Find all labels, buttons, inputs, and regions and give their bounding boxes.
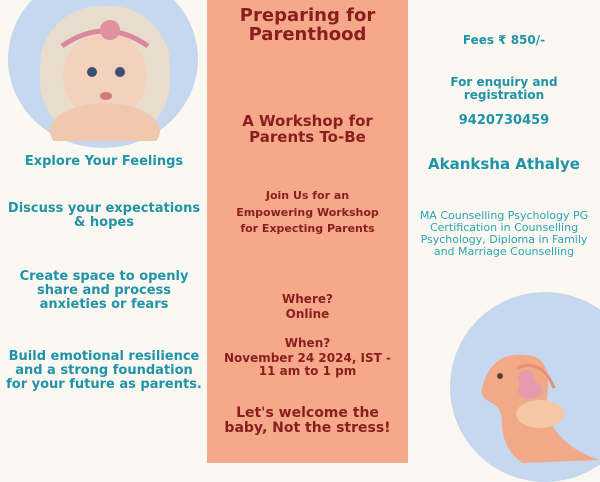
tagline-text: Let's welcome the baby, Not the stress!	[224, 405, 391, 437]
workshop-title: Preparing for Parenthood	[239, 5, 376, 46]
build-resilience-text: Build emotional resilience and a strong foundation for your future as parents.	[6, 349, 202, 393]
where-value: Online	[285, 307, 330, 321]
phone-number[interactable]: 9420730459	[458, 113, 550, 128]
discuss-expectations-text: Discuss your expectations & hopes	[7, 201, 201, 231]
right-panel	[408, 0, 600, 463]
when-label: When?	[284, 336, 331, 350]
workshop-subtitle: A Workshop for Parents To-Be	[242, 112, 373, 147]
facilitator-credentials: MA Counselling Psychology PG Certification in Counselling Psychology, Diploma in Family and Marriage Counselling	[419, 209, 589, 258]
enquiry-text: For enquiry and registration	[450, 75, 558, 102]
baby-illustration	[40, 6, 170, 141]
explore-feelings-text: Explore Your Feelings	[24, 154, 184, 169]
fees-text: Fees ₹ 850/-	[462, 33, 546, 47]
when-value: November 24 2024, IST - 11 am to 1 pm	[223, 351, 392, 378]
where-label: Where?	[282, 292, 333, 306]
dinosaur-illustration	[462, 328, 600, 463]
join-us-text: Join Us for an Empowering Workshop for Expecting Parents	[236, 189, 379, 235]
create-space-text: Create space to openly share and process anxieties or fears	[19, 269, 189, 313]
facilitator-name: Akanksha Athalye	[428, 155, 580, 173]
middle-panel	[207, 0, 408, 463]
left-panel	[0, 0, 207, 463]
